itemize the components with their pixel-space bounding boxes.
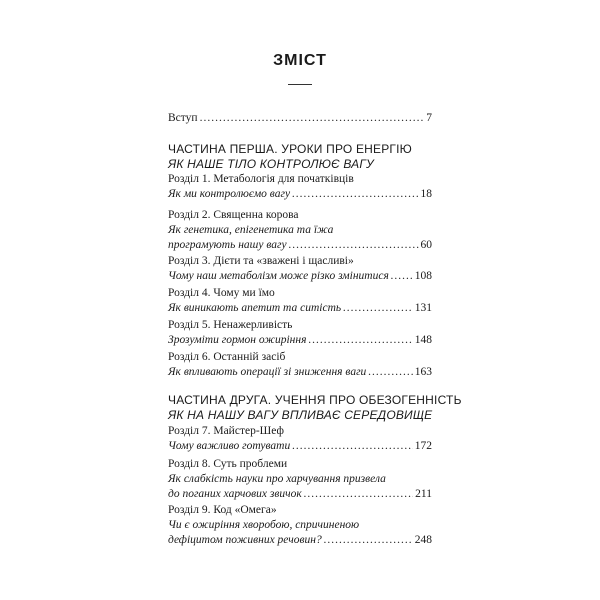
dot-leader	[304, 487, 413, 501]
dot-leader	[308, 333, 412, 347]
chapter-entry[interactable]	[168, 333, 432, 347]
chapter-subtitle: дефіцитом поживних речовин?	[168, 534, 322, 546]
page-number: 18	[420, 188, 432, 200]
chapter-subtitle: Чому наш метаболізм може різко змінитися	[168, 270, 389, 282]
dot-leader	[292, 439, 413, 453]
dot-leader	[368, 365, 412, 379]
chapter-title[interactable]: Розділ 8. Суть проблеми	[168, 458, 288, 470]
chapter-title[interactable]: Розділ 1. Метабологія для початківців	[168, 173, 354, 185]
chapter-subtitle: Зрозуміти гормон ожиріння	[168, 334, 307, 346]
page-number: 60	[420, 239, 432, 251]
chapter-entry[interactable]	[168, 365, 432, 379]
dot-leader	[200, 111, 425, 125]
part-heading: ЧАСТИНА ПЕРША. УРОКИ ПРО ЕНЕРГІЮ	[168, 142, 412, 156]
chapter-title[interactable]: Розділ 4. Чому ми їмо	[168, 287, 275, 299]
chapter-entry[interactable]	[168, 301, 432, 315]
page-number: 131	[414, 302, 432, 314]
page-title: ЗМІСТ	[273, 52, 327, 69]
page-number: 163	[414, 366, 432, 378]
chapter-subtitle: Як ми контролюємо вагу	[168, 188, 291, 200]
chapter-subtitle: Чи є ожиріння хворобою, спричиненою	[168, 519, 360, 531]
chapter-title[interactable]: Розділ 5. Ненажерливість	[168, 319, 293, 331]
toc-entry-intro[interactable]	[168, 111, 432, 125]
chapter-entry[interactable]	[168, 187, 432, 201]
chapter-title[interactable]: Розділ 2. Священна корова	[168, 209, 299, 221]
entry-label: Вступ	[168, 112, 198, 124]
page-number: 211	[415, 488, 432, 500]
chapter-entry[interactable]	[168, 439, 432, 453]
dot-leader	[343, 301, 413, 315]
chapter-subtitle: Чому важливо готувати	[168, 440, 291, 452]
page-number: 248	[414, 534, 432, 546]
page-number: 148	[414, 334, 432, 346]
chapter-subtitle: програмують нашу вагу	[168, 239, 287, 251]
chapter-subtitle: Як впливають операції зі зниження ваги	[168, 366, 367, 378]
dot-leader	[391, 269, 413, 283]
chapter-entry[interactable]	[168, 533, 432, 547]
page-number: 108	[414, 270, 432, 282]
chapter-entry[interactable]	[168, 269, 432, 283]
chapter-title[interactable]: Розділ 6. Останній засіб	[168, 351, 286, 363]
chapter-title[interactable]: Розділ 3. Дієти та «зважені і щасливі»	[168, 255, 354, 267]
dot-leader	[324, 533, 413, 547]
page-number: 7	[426, 112, 432, 124]
chapter-subtitle: Як слабкість науки про харчування призвела	[168, 473, 386, 485]
chapter-subtitle: Як виникають апетит та ситість	[168, 302, 342, 314]
part-subheading: ЯК НА НАШУ ВАГУ ВПЛИВАЄ СЕРЕДОВИЩЕ	[168, 408, 433, 422]
chapter-title[interactable]: Розділ 9. Код «Омега»	[168, 504, 277, 516]
page-number: 172	[414, 440, 432, 452]
dot-leader	[292, 187, 418, 201]
part-heading: ЧАСТИНА ДРУГА. УЧЕННЯ ПРО ОБЕЗОГЕННІСТЬ	[168, 393, 462, 407]
chapter-title[interactable]: Розділ 7. Майстер-Шеф	[168, 425, 284, 437]
part-subheading: ЯК НАШЕ ТІЛО КОНТРОЛЮЄ ВАГУ	[168, 157, 374, 171]
dot-leader	[289, 238, 419, 252]
chapter-entry[interactable]	[168, 487, 432, 501]
title-divider	[288, 84, 312, 85]
chapter-subtitle: Як генетика, епігенетика та їжа	[168, 224, 334, 236]
chapter-subtitle: до поганих харчових звичок	[168, 488, 302, 500]
chapter-entry[interactable]	[168, 238, 432, 252]
